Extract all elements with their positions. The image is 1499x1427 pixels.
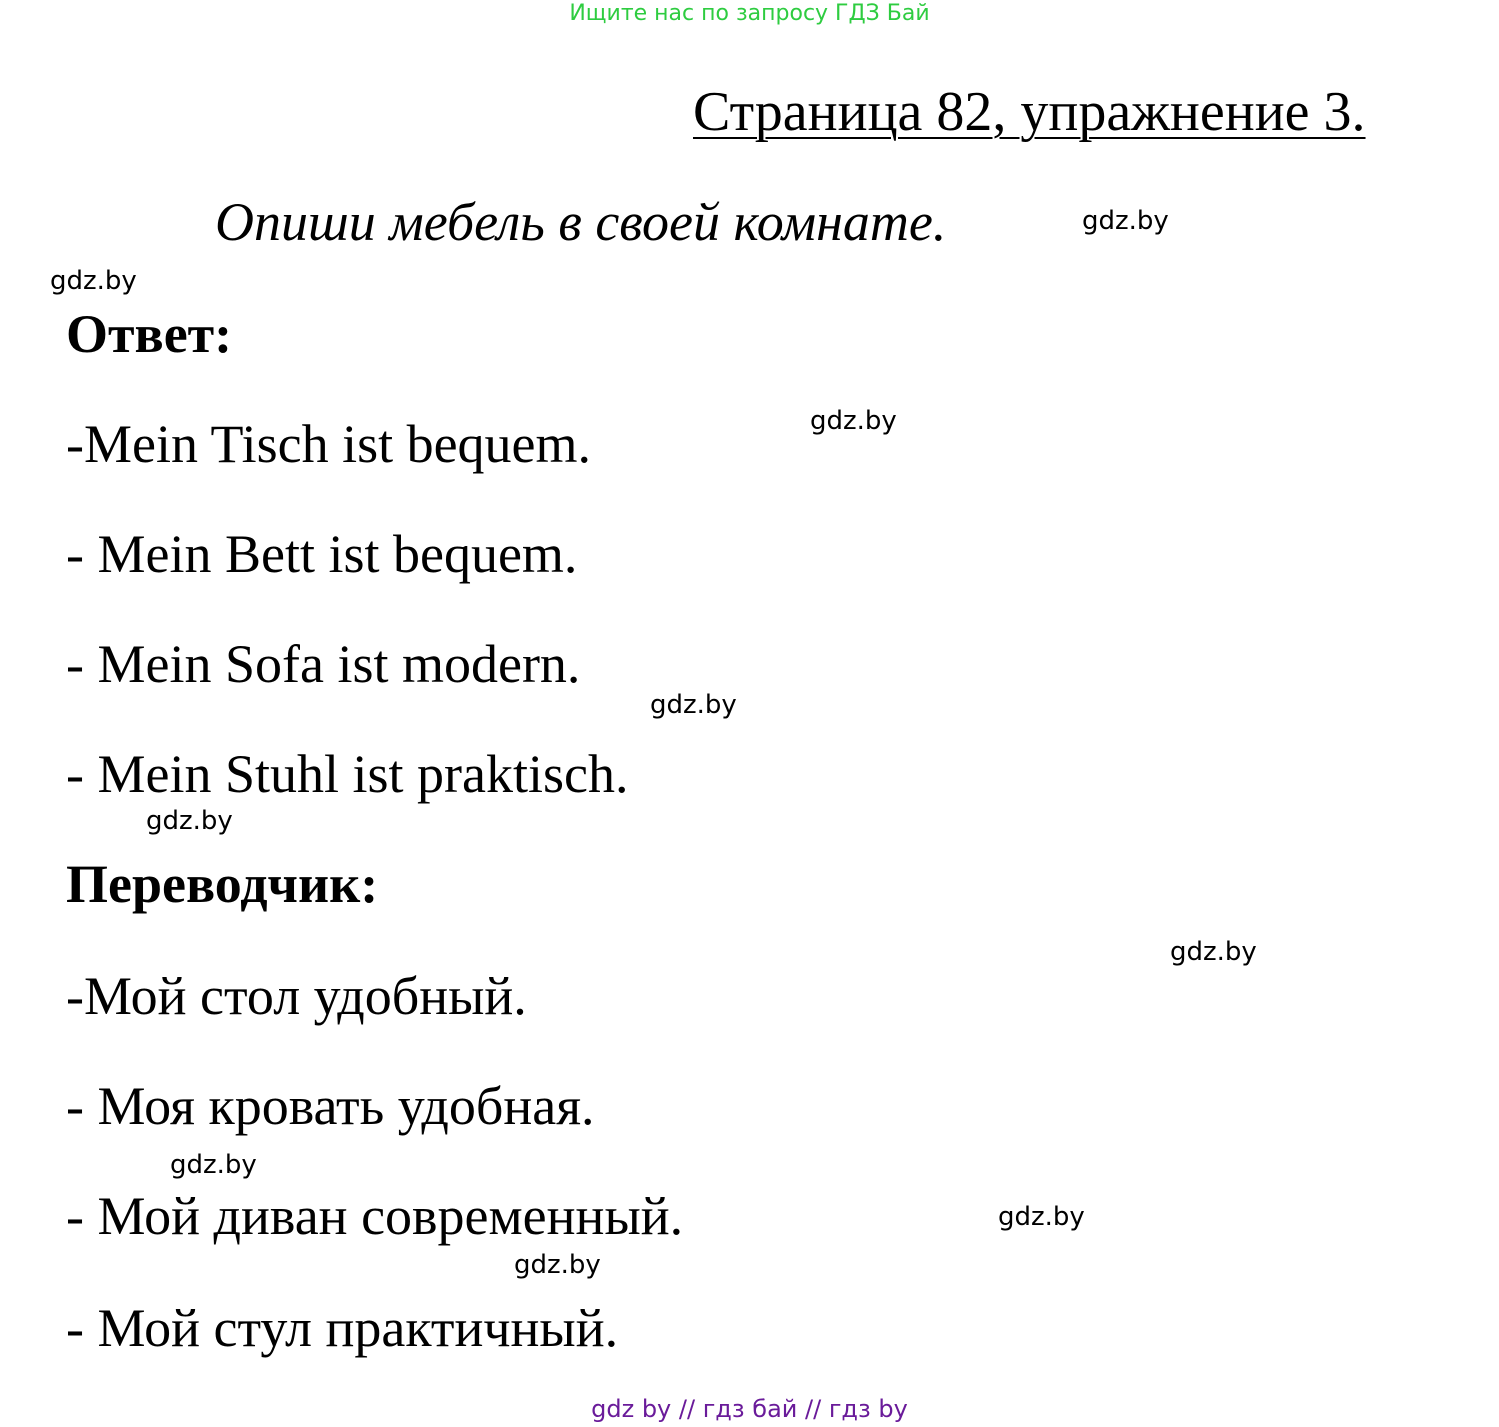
watermark: gdz.by — [50, 266, 137, 296]
top-banner: Ищите нас по запросу ГДЗ Бай — [569, 1, 930, 26]
translator-line: - Мой диван современный. — [66, 1186, 684, 1246]
watermark: gdz.by — [170, 1150, 257, 1180]
translator-line: -Мой стол удобный. — [66, 966, 527, 1026]
translator-line: - Моя кровать удобная. — [66, 1076, 595, 1136]
answer-heading: Ответ: — [66, 304, 233, 364]
footer-links: gdz by // гдз бай // гдз by — [591, 1395, 908, 1423]
answer-line: -Mein Tisch ist bequem. — [66, 414, 592, 474]
translator-heading: Переводчик: — [66, 854, 379, 914]
watermark: gdz.by — [1082, 206, 1169, 236]
page-title: Страница 82, упражнение 3. — [693, 81, 1366, 143]
watermark: gdz.by — [650, 690, 737, 720]
answer-line: - Mein Bett ist bequem. — [66, 524, 578, 584]
watermark: gdz.by — [146, 806, 233, 836]
watermark: gdz.by — [998, 1202, 1085, 1232]
answer-line: - Mein Stuhl ist praktisch. — [66, 744, 629, 804]
task-text: Опиши мебель в своей комнате. — [215, 192, 947, 252]
watermark: gdz.by — [1170, 937, 1257, 967]
watermark: gdz.by — [514, 1250, 601, 1280]
translator-line: - Мой стул практичный. — [66, 1298, 619, 1358]
watermark: gdz.by — [810, 406, 897, 436]
answer-line: - Mein Sofa ist modern. — [66, 634, 581, 694]
